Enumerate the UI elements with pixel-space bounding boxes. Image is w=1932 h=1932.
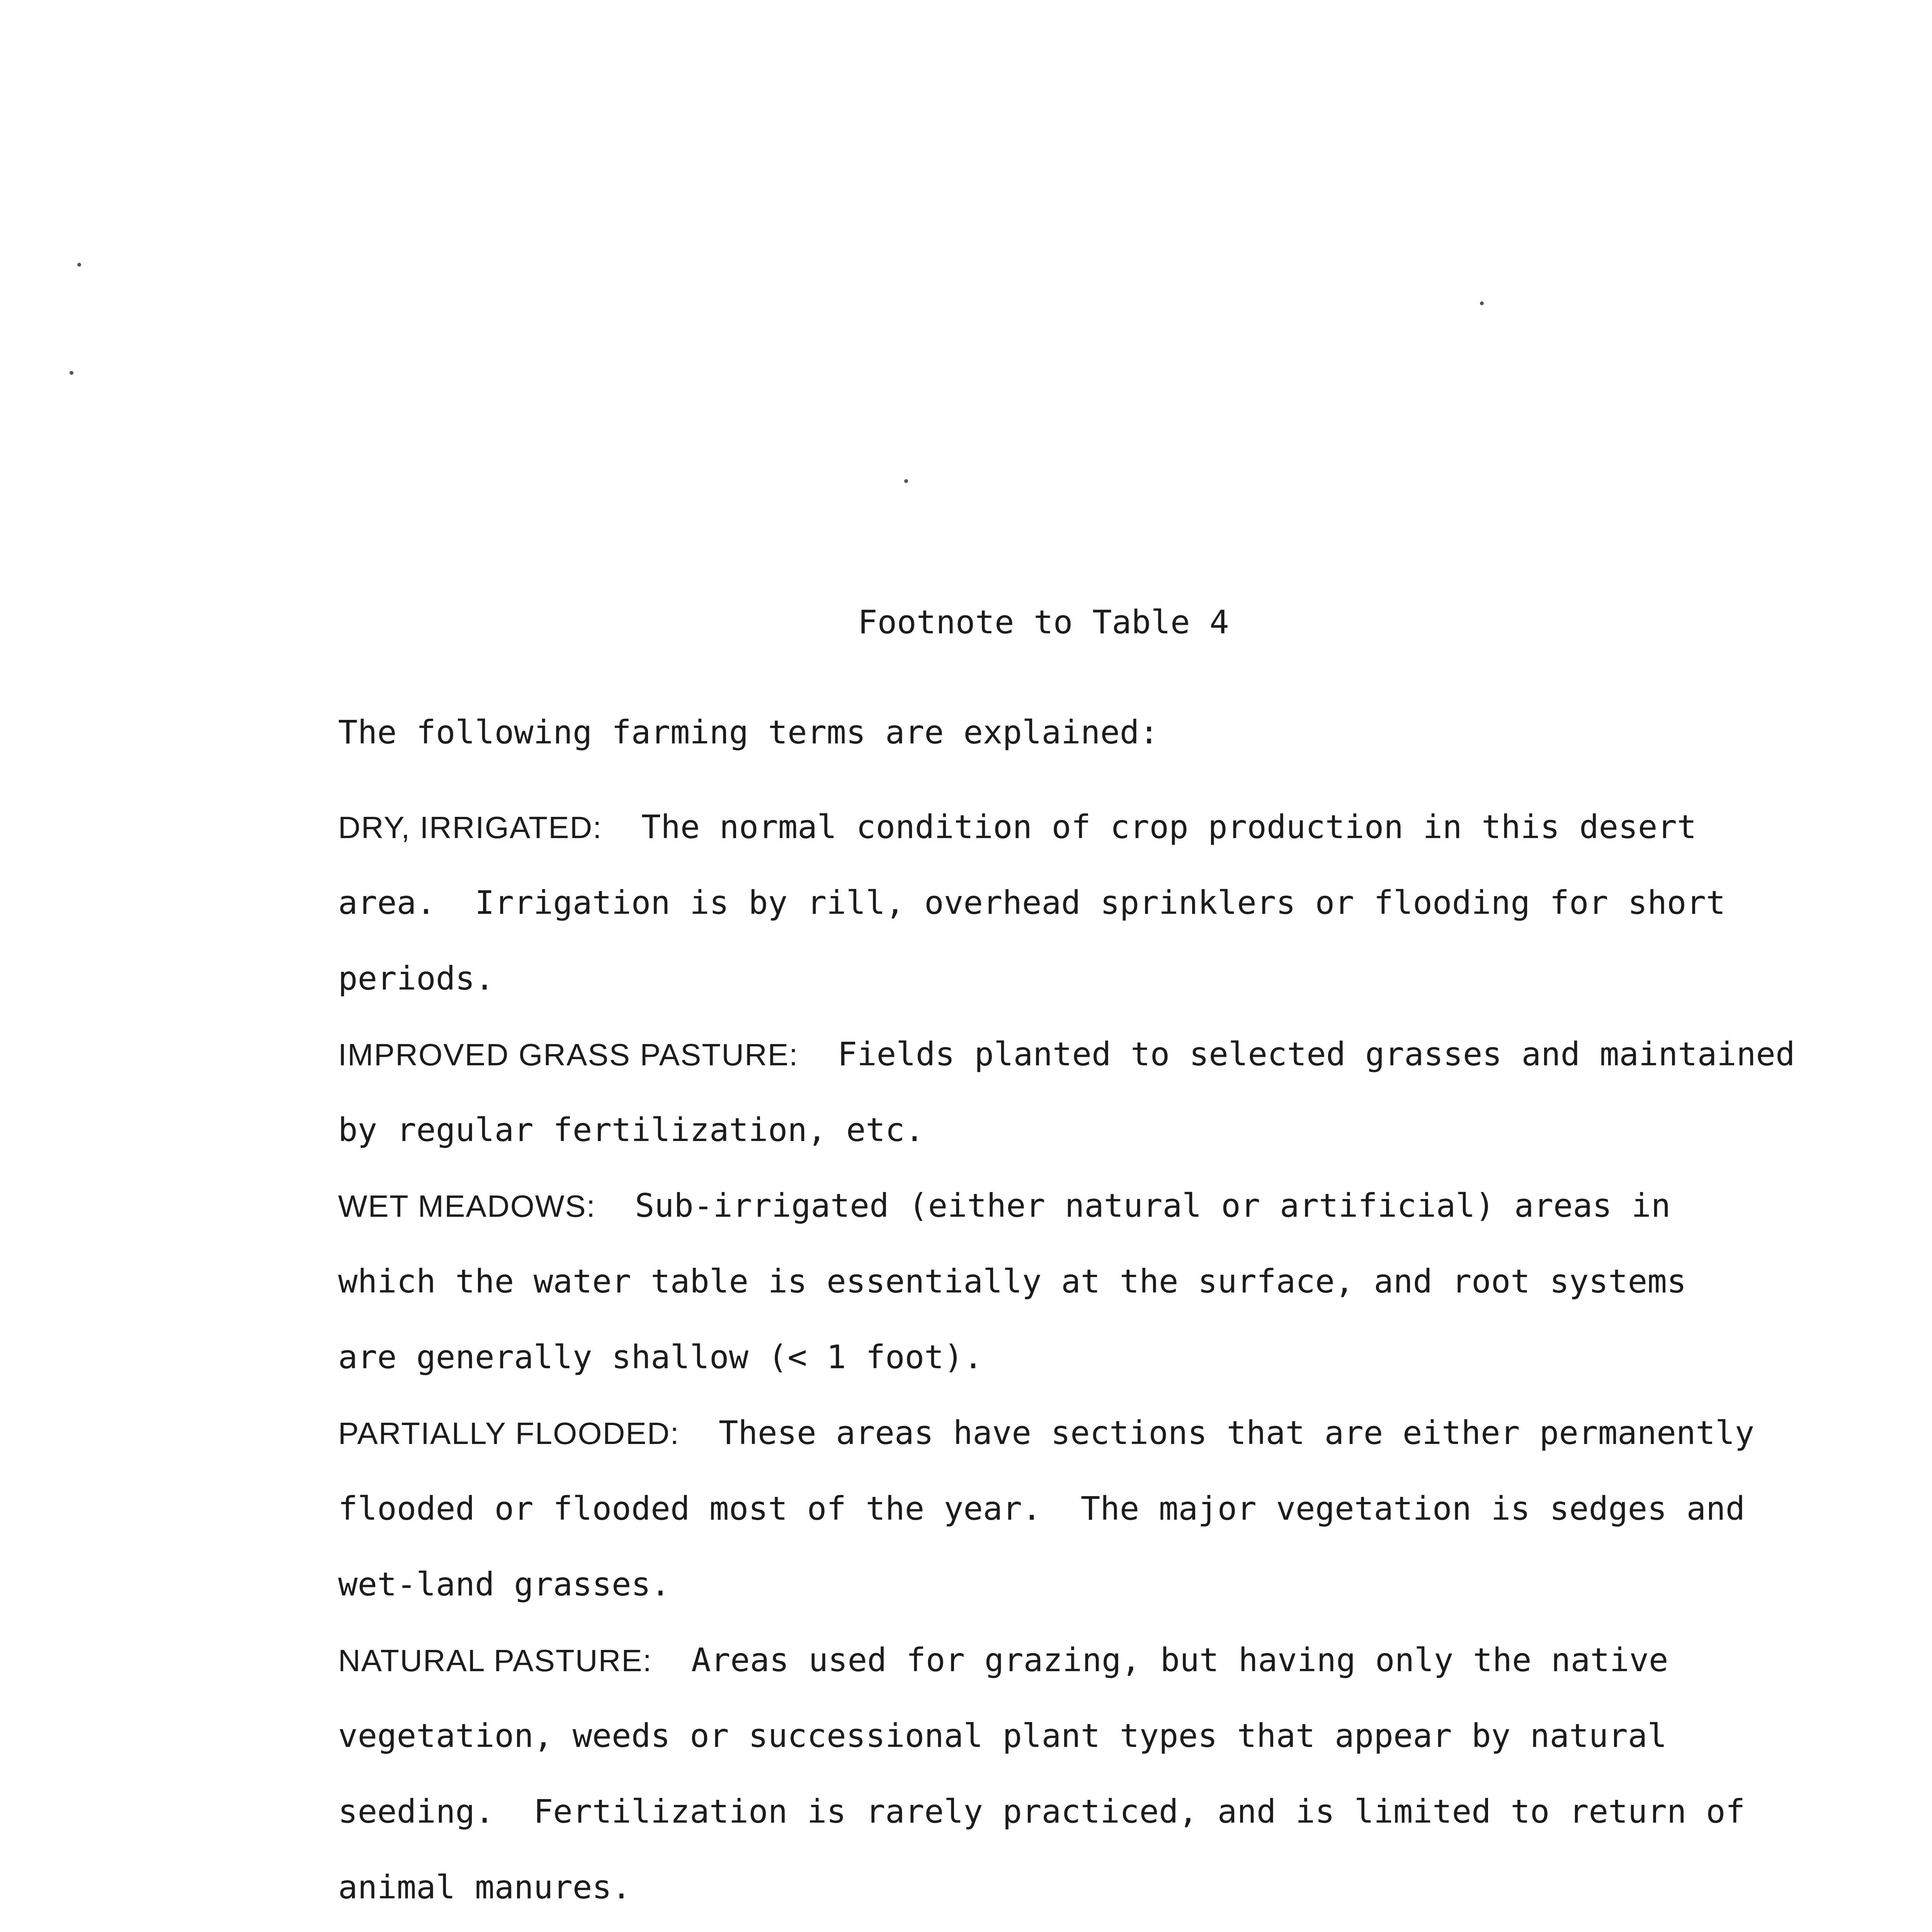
definition-text: wet-land grasses. — [338, 1565, 670, 1603]
page-title: Footnote to Table 4 — [858, 603, 1229, 641]
scan-speck — [1480, 301, 1484, 305]
term-label: WET MEADOWS: — [338, 1189, 596, 1223]
definition-line — [338, 1338, 983, 1376]
term-label: DRY, IRRIGATED: — [338, 810, 602, 845]
scan-speck — [70, 371, 73, 375]
definition-line — [338, 883, 1726, 922]
term-label: IMPROVED GRASS PASTURE: — [338, 1037, 799, 1072]
definition-text: which the water table is essentially at the surface, and root systems — [338, 1262, 1687, 1300]
definition-line — [338, 1716, 1667, 1755]
definition-text: flooded or flooded most of the year. The major vegetation is sedges and — [338, 1490, 1745, 1527]
definition-text: vegetation, weeds or successional plant types that appear by natural — [338, 1717, 1667, 1755]
definition-text: area. Irrigation is by rill, overhead sprinklers or flooding for short — [338, 884, 1726, 922]
definition-line — [338, 959, 495, 998]
definition-line — [338, 1111, 924, 1149]
definition-line — [338, 1262, 1687, 1301]
scan-speck — [904, 479, 908, 483]
definition-line — [338, 1868, 631, 1906]
definition-line-term — [338, 1035, 1795, 1074]
definition-line-term — [338, 1186, 1670, 1226]
definition-line-term — [338, 1641, 1668, 1680]
scan-speck — [77, 263, 81, 267]
definition-line-term — [338, 1413, 1754, 1453]
definition-text: by regular fertilization, etc. — [338, 1111, 925, 1149]
definition-text: seeding. Fertilization is rarely practiced, and is limited to return of — [338, 1793, 1745, 1830]
definition-line-term — [338, 808, 1697, 847]
definition-text: These areas have sections that are either permanently — [679, 1414, 1755, 1452]
definition-line — [338, 1565, 670, 1604]
definition-text: periods. — [338, 959, 495, 997]
definition-text: Fields planted to selected grasses and maintained — [798, 1035, 1795, 1073]
definition-text: animal manures. — [338, 1868, 631, 1906]
definition-line — [338, 1792, 1745, 1831]
definition-text: The normal condition of crop production in this desert — [602, 808, 1697, 846]
definition-line — [338, 1489, 1745, 1528]
intro-text: The following farming terms are explained: — [338, 713, 1159, 751]
definition-text: are generally shallow (< 1 foot). — [338, 1338, 983, 1376]
term-label: PARTIALLY FLOODED: — [338, 1416, 680, 1451]
definition-text: Areas used for grazing, but having only the native — [652, 1641, 1668, 1679]
term-label: NATURAL PASTURE: — [338, 1643, 652, 1678]
definition-text: Sub-irrigated (either natural or artificial) areas in — [595, 1187, 1671, 1225]
